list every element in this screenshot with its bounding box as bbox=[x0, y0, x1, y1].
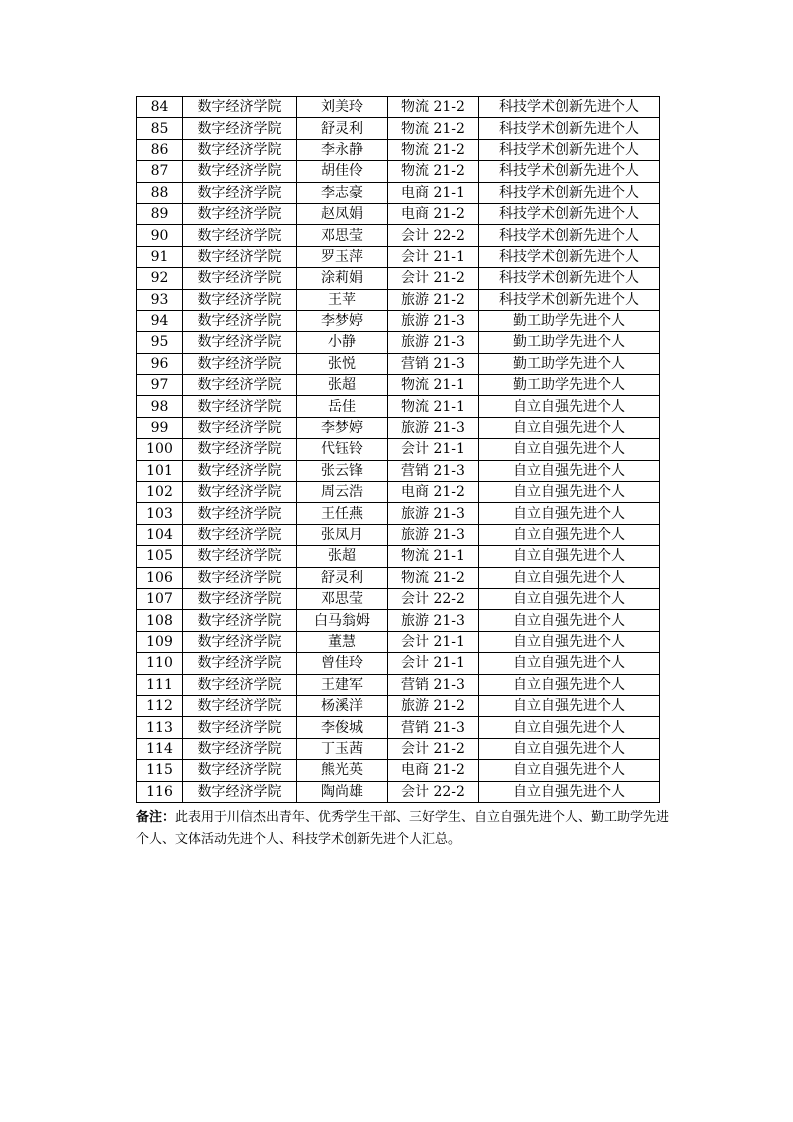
row-number-cell: 110 bbox=[137, 653, 183, 674]
class-cell: 电商 21-2 bbox=[388, 760, 479, 781]
award-cell: 自立自强先进个人 bbox=[479, 439, 660, 460]
award-cell: 自立自强先进个人 bbox=[479, 417, 660, 438]
student-name-cell: 曾佳玲 bbox=[297, 653, 388, 674]
table-row bbox=[137, 375, 660, 396]
class-cell: 旅游 21-2 bbox=[388, 695, 479, 716]
student-name-cell: 刘美玲 bbox=[297, 97, 388, 118]
award-table bbox=[136, 96, 660, 803]
student-name-cell: 李志豪 bbox=[297, 182, 388, 203]
row-number-cell: 114 bbox=[137, 738, 183, 759]
remark-label: 备注： bbox=[136, 810, 176, 825]
class-cell: 物流 21-2 bbox=[388, 97, 479, 118]
award-cell: 自立自强先进个人 bbox=[479, 695, 660, 716]
award-cell: 自立自强先进个人 bbox=[479, 460, 660, 481]
award-cell: 科技学术创新先进个人 bbox=[479, 246, 660, 267]
class-cell: 旅游 21-3 bbox=[388, 524, 479, 545]
college-cell: 数字经济学院 bbox=[183, 781, 297, 802]
row-number-cell: 94 bbox=[137, 310, 183, 331]
award-cell: 科技学术创新先进个人 bbox=[479, 118, 660, 139]
student-name-cell: 白马翁姆 bbox=[297, 610, 388, 631]
student-name-cell: 邓思莹 bbox=[297, 588, 388, 609]
table-row bbox=[137, 588, 660, 609]
student-name-cell: 舒灵利 bbox=[297, 567, 388, 588]
college-cell: 数字经济学院 bbox=[183, 97, 297, 118]
table-row bbox=[137, 289, 660, 310]
college-cell: 数字经济学院 bbox=[183, 546, 297, 567]
class-cell: 营销 21-3 bbox=[388, 717, 479, 738]
table-row bbox=[137, 139, 660, 160]
table-row bbox=[137, 439, 660, 460]
student-name-cell: 张超 bbox=[297, 375, 388, 396]
row-number-cell: 99 bbox=[137, 417, 183, 438]
row-number-cell: 101 bbox=[137, 460, 183, 481]
table-row bbox=[137, 482, 660, 503]
college-cell: 数字经济学院 bbox=[183, 332, 297, 353]
college-cell: 数字经济学院 bbox=[183, 182, 297, 203]
student-name-cell: 小静 bbox=[297, 332, 388, 353]
table-row bbox=[137, 268, 660, 289]
college-cell: 数字经济学院 bbox=[183, 588, 297, 609]
class-cell: 旅游 21-3 bbox=[388, 503, 479, 524]
row-number-cell: 108 bbox=[137, 610, 183, 631]
class-cell: 物流 21-1 bbox=[388, 396, 479, 417]
table-row bbox=[137, 546, 660, 567]
row-number-cell: 89 bbox=[137, 203, 183, 224]
table-row bbox=[137, 674, 660, 695]
row-number-cell: 109 bbox=[137, 631, 183, 652]
class-cell: 会计 21-1 bbox=[388, 246, 479, 267]
table-row bbox=[137, 182, 660, 203]
college-cell: 数字经济学院 bbox=[183, 268, 297, 289]
student-name-cell: 陶尚雄 bbox=[297, 781, 388, 802]
table-row bbox=[137, 781, 660, 802]
remark-text: 此表用于川信杰出青年、优秀学生干部、三好学生、自立自强先进个人、勤工助学先进个人、文体活动先进个人、科技学术创新先进个人汇总。 bbox=[136, 810, 670, 847]
award-cell: 勤工助学先进个人 bbox=[479, 310, 660, 331]
row-number-cell: 106 bbox=[137, 567, 183, 588]
award-cell: 自立自强先进个人 bbox=[479, 760, 660, 781]
class-cell: 会计 21-1 bbox=[388, 439, 479, 460]
row-number-cell: 98 bbox=[137, 396, 183, 417]
class-cell: 旅游 21-3 bbox=[388, 310, 479, 331]
award-cell: 科技学术创新先进个人 bbox=[479, 161, 660, 182]
college-cell: 数字经济学院 bbox=[183, 353, 297, 374]
college-cell: 数字经济学院 bbox=[183, 653, 297, 674]
college-cell: 数字经济学院 bbox=[183, 246, 297, 267]
student-name-cell: 张超 bbox=[297, 546, 388, 567]
college-cell: 数字经济学院 bbox=[183, 439, 297, 460]
row-number-cell: 95 bbox=[137, 332, 183, 353]
table-row bbox=[137, 567, 660, 588]
row-number-cell: 111 bbox=[137, 674, 183, 695]
row-number-cell: 115 bbox=[137, 760, 183, 781]
table-row bbox=[137, 460, 660, 481]
award-cell: 自立自强先进个人 bbox=[479, 653, 660, 674]
college-cell: 数字经济学院 bbox=[183, 695, 297, 716]
row-number-cell: 92 bbox=[137, 268, 183, 289]
student-name-cell: 周云浩 bbox=[297, 482, 388, 503]
table-row bbox=[137, 225, 660, 246]
award-cell: 自立自强先进个人 bbox=[479, 738, 660, 759]
student-name-cell: 代钰铃 bbox=[297, 439, 388, 460]
college-cell: 数字经济学院 bbox=[183, 760, 297, 781]
class-cell: 会计 21-2 bbox=[388, 268, 479, 289]
class-cell: 旅游 21-3 bbox=[388, 610, 479, 631]
award-table-body bbox=[137, 97, 660, 803]
row-number-cell: 93 bbox=[137, 289, 183, 310]
row-number-cell: 113 bbox=[137, 717, 183, 738]
award-cell: 勤工助学先进个人 bbox=[479, 353, 660, 374]
class-cell: 旅游 21-2 bbox=[388, 289, 479, 310]
class-cell: 物流 21-1 bbox=[388, 375, 479, 396]
row-number-cell: 97 bbox=[137, 375, 183, 396]
table-row bbox=[137, 610, 660, 631]
award-cell: 科技学术创新先进个人 bbox=[479, 289, 660, 310]
row-number-cell: 87 bbox=[137, 161, 183, 182]
student-name-cell: 李永静 bbox=[297, 139, 388, 160]
student-name-cell: 熊光英 bbox=[297, 760, 388, 781]
class-cell: 营销 21-3 bbox=[388, 460, 479, 481]
student-name-cell: 涂莉娟 bbox=[297, 268, 388, 289]
student-name-cell: 舒灵利 bbox=[297, 118, 388, 139]
award-cell: 科技学术创新先进个人 bbox=[479, 225, 660, 246]
table-row bbox=[137, 118, 660, 139]
row-number-cell: 90 bbox=[137, 225, 183, 246]
college-cell: 数字经济学院 bbox=[183, 524, 297, 545]
row-number-cell: 100 bbox=[137, 439, 183, 460]
student-name-cell: 杨溪洋 bbox=[297, 695, 388, 716]
class-cell: 物流 21-2 bbox=[388, 567, 479, 588]
table-row bbox=[137, 161, 660, 182]
award-cell: 自立自强先进个人 bbox=[479, 567, 660, 588]
class-cell: 会计 22-2 bbox=[388, 588, 479, 609]
award-cell: 勤工助学先进个人 bbox=[479, 375, 660, 396]
award-cell: 勤工助学先进个人 bbox=[479, 332, 660, 353]
award-cell: 科技学术创新先进个人 bbox=[479, 97, 660, 118]
row-number-cell: 112 bbox=[137, 695, 183, 716]
row-number-cell: 85 bbox=[137, 118, 183, 139]
college-cell: 数字经济学院 bbox=[183, 610, 297, 631]
row-number-cell: 84 bbox=[137, 97, 183, 118]
student-name-cell: 张悦 bbox=[297, 353, 388, 374]
college-cell: 数字经济学院 bbox=[183, 460, 297, 481]
row-number-cell: 116 bbox=[137, 781, 183, 802]
award-cell: 自立自强先进个人 bbox=[479, 717, 660, 738]
student-name-cell: 李俊城 bbox=[297, 717, 388, 738]
college-cell: 数字经济学院 bbox=[183, 161, 297, 182]
table-row bbox=[137, 97, 660, 118]
class-cell: 会计 21-1 bbox=[388, 631, 479, 652]
table-row bbox=[137, 717, 660, 738]
college-cell: 数字经济学院 bbox=[183, 717, 297, 738]
college-cell: 数字经济学院 bbox=[183, 503, 297, 524]
student-name-cell: 董慧 bbox=[297, 631, 388, 652]
college-cell: 数字经济学院 bbox=[183, 738, 297, 759]
row-number-cell: 96 bbox=[137, 353, 183, 374]
college-cell: 数字经济学院 bbox=[183, 631, 297, 652]
row-number-cell: 91 bbox=[137, 246, 183, 267]
student-name-cell: 王任燕 bbox=[297, 503, 388, 524]
class-cell: 旅游 21-3 bbox=[388, 332, 479, 353]
class-cell: 电商 21-1 bbox=[388, 182, 479, 203]
class-cell: 营销 21-3 bbox=[388, 674, 479, 695]
class-cell: 物流 21-2 bbox=[388, 139, 479, 160]
award-cell: 科技学术创新先进个人 bbox=[479, 182, 660, 203]
row-number-cell: 105 bbox=[137, 546, 183, 567]
student-name-cell: 张凤月 bbox=[297, 524, 388, 545]
table-row bbox=[137, 246, 660, 267]
row-number-cell: 107 bbox=[137, 588, 183, 609]
award-cell: 自立自强先进个人 bbox=[479, 482, 660, 503]
row-number-cell: 104 bbox=[137, 524, 183, 545]
class-cell: 物流 21-2 bbox=[388, 161, 479, 182]
row-number-cell: 88 bbox=[137, 182, 183, 203]
student-name-cell: 岳佳 bbox=[297, 396, 388, 417]
table-row bbox=[137, 417, 660, 438]
table-row bbox=[137, 695, 660, 716]
table-row bbox=[137, 631, 660, 652]
college-cell: 数字经济学院 bbox=[183, 203, 297, 224]
class-cell: 会计 21-2 bbox=[388, 738, 479, 759]
student-name-cell: 李梦婷 bbox=[297, 310, 388, 331]
row-number-cell: 86 bbox=[137, 139, 183, 160]
row-number-cell: 102 bbox=[137, 482, 183, 503]
college-cell: 数字经济学院 bbox=[183, 225, 297, 246]
college-cell: 数字经济学院 bbox=[183, 396, 297, 417]
row-number-cell: 103 bbox=[137, 503, 183, 524]
award-cell: 自立自强先进个人 bbox=[479, 781, 660, 802]
award-cell: 科技学术创新先进个人 bbox=[479, 139, 660, 160]
student-name-cell: 丁玉茜 bbox=[297, 738, 388, 759]
class-cell: 营销 21-3 bbox=[388, 353, 479, 374]
award-cell: 自立自强先进个人 bbox=[479, 674, 660, 695]
student-name-cell: 王苹 bbox=[297, 289, 388, 310]
class-cell: 电商 21-2 bbox=[388, 203, 479, 224]
award-cell: 自立自强先进个人 bbox=[479, 610, 660, 631]
table-row bbox=[137, 653, 660, 674]
table-row bbox=[137, 332, 660, 353]
table-row bbox=[137, 760, 660, 781]
table-row bbox=[137, 203, 660, 224]
table-row bbox=[137, 738, 660, 759]
student-name-cell: 李梦婷 bbox=[297, 417, 388, 438]
table-row bbox=[137, 353, 660, 374]
student-name-cell: 赵凤娟 bbox=[297, 203, 388, 224]
award-cell: 自立自强先进个人 bbox=[479, 588, 660, 609]
class-cell: 会计 22-2 bbox=[388, 225, 479, 246]
college-cell: 数字经济学院 bbox=[183, 289, 297, 310]
student-name-cell: 胡佳伶 bbox=[297, 161, 388, 182]
student-name-cell: 张云锋 bbox=[297, 460, 388, 481]
college-cell: 数字经济学院 bbox=[183, 417, 297, 438]
table-row bbox=[137, 503, 660, 524]
award-cell: 自立自强先进个人 bbox=[479, 546, 660, 567]
college-cell: 数字经济学院 bbox=[183, 482, 297, 503]
award-cell: 自立自强先进个人 bbox=[479, 503, 660, 524]
class-cell: 会计 22-2 bbox=[388, 781, 479, 802]
award-cell: 自立自强先进个人 bbox=[479, 631, 660, 652]
college-cell: 数字经济学院 bbox=[183, 375, 297, 396]
award-cell: 自立自强先进个人 bbox=[479, 524, 660, 545]
class-cell: 旅游 21-3 bbox=[388, 417, 479, 438]
college-cell: 数字经济学院 bbox=[183, 139, 297, 160]
remark-note bbox=[136, 807, 676, 851]
college-cell: 数字经济学院 bbox=[183, 567, 297, 588]
college-cell: 数字经济学院 bbox=[183, 310, 297, 331]
class-cell: 电商 21-2 bbox=[388, 482, 479, 503]
college-cell: 数字经济学院 bbox=[183, 674, 297, 695]
class-cell: 会计 21-1 bbox=[388, 653, 479, 674]
class-cell: 物流 21-1 bbox=[388, 546, 479, 567]
table-row bbox=[137, 396, 660, 417]
student-name-cell: 罗玉萍 bbox=[297, 246, 388, 267]
table-row bbox=[137, 524, 660, 545]
award-cell: 科技学术创新先进个人 bbox=[479, 268, 660, 289]
award-cell: 自立自强先进个人 bbox=[479, 396, 660, 417]
student-name-cell: 邓思莹 bbox=[297, 225, 388, 246]
class-cell: 物流 21-2 bbox=[388, 118, 479, 139]
award-cell: 科技学术创新先进个人 bbox=[479, 203, 660, 224]
student-name-cell: 王建军 bbox=[297, 674, 388, 695]
college-cell: 数字经济学院 bbox=[183, 118, 297, 139]
table-row bbox=[137, 310, 660, 331]
